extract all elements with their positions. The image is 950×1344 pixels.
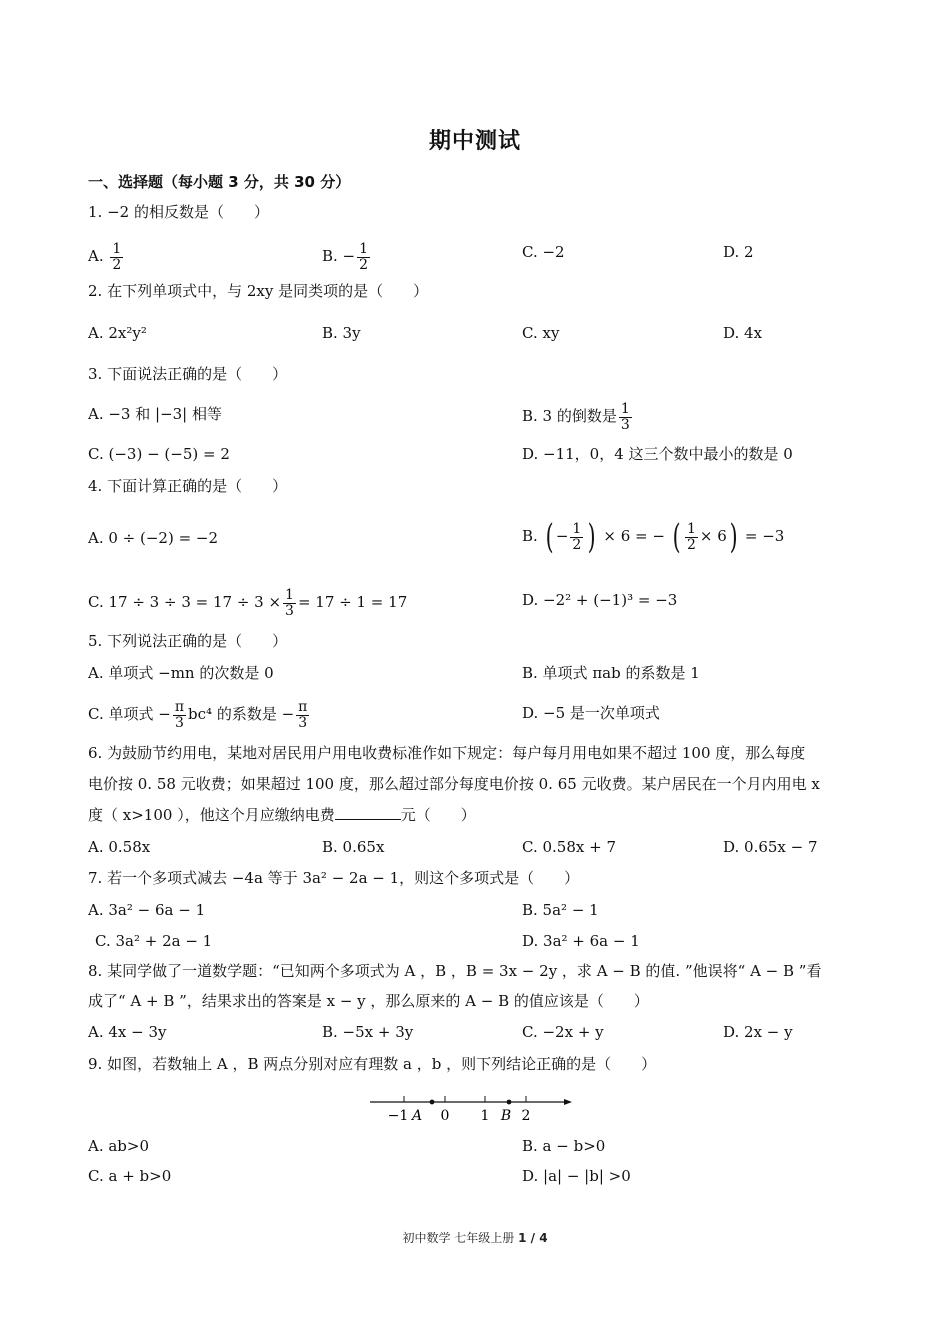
question-2-option-b: B. 3y [322,324,361,342]
question-8-line-1: 8. 某同学做了一道数学题：“已知两个多项式为 A ，B ，B = 3x − 2y ，求 A − B 的值. ”他误将“ A − B ”看 [88,962,822,980]
arrow-icon [564,1099,572,1105]
question-9-option-a: A. ab>0 [88,1137,150,1155]
page-title: 期中测试 [428,129,521,154]
page-number: 1 / 4 [518,1231,548,1245]
question-6-line-2: 电价按 0. 58 元收费；如果超过 100 度，那么超过部分每度电价按 0. 65 元收费。某户居民在一个月内用电 x [88,775,820,793]
question-5-option-a: A. 单项式 −mn 的次数是 0 [88,664,274,682]
question-8-option-d: D. 2x − y [723,1023,793,1041]
question-9-stem: 9. 如图，若数轴上 A ，B 两点分别对应有理数 a ，b ，则下列结论正确的是（ ） [88,1055,657,1073]
question-4-option-c: C. 17 ÷ 3 ÷ 3 = 17 ÷ 3 × $\frac{1}{3}$ = 17 ÷ 1 = 17 [88,587,408,619]
question-3-option-b: B. 3 的倒数是 $\frac{1}{3}$ [522,401,630,433]
question-6-line-3: 度（ x>100 ），他这个月应缴纳电费 元（ ） [88,806,476,824]
question-1-option-d: D. 2 [723,243,754,261]
question-9-option-b: B. a − b>0 [522,1137,606,1155]
question-4-option-d: D. −2² + (−1)³ = −3 [522,591,678,609]
question-8-line-2: 成了“ A + B ”，结果求出的答案是 x − y ，那么原来的 A − B 的值应该是（ ） [88,992,649,1010]
question-9-option-d: D. |a| − |b| >0 [522,1167,631,1185]
question-4-option-a: A. 0 ÷ (−2) = −2 [88,529,219,547]
question-1-option-b: B. − $\frac{1}{2}$ [322,241,369,273]
question-7-option-b: B. 5a² − 1 [522,901,599,919]
question-7-stem: 7. 若一个多项式减去 −4a 等于 3a² − 2a − 1，则这个多项式是（ ） [88,869,580,887]
question-3-stem: 3. 下面说法正确的是（ ） [88,365,288,383]
question-6-option-a: A. 0.58x [88,838,151,856]
question-4-stem: 4. 下面计算正确的是（ ） [88,477,288,495]
question-5-option-c: C. 单项式 − $\frac{\pi}{3}$ bc⁴ 的系数是 − $\frac{\pi}{3}$ [88,699,308,731]
question-2-option-c: C. xy [522,324,560,342]
label-1: 1 [480,1108,490,1124]
question-8-option-a: A. 4x − 3y [88,1023,167,1041]
number-line-figure [368,1092,572,1124]
label-minus-1: −1 [387,1108,409,1124]
point-b [507,1100,512,1105]
question-4-option-b: B. ( − $\frac{1}{2}$ ) × 6 = − ( $\frac{1}{2}$ × 6) = −3 [522,517,785,557]
question-6-option-d: D. 0.65x − 7 [723,838,818,856]
question-2-option-d: D. 4x [723,324,763,342]
page-footer [0,1229,950,1246]
question-8-option-c: C. −2x + y [522,1023,604,1041]
question-7-option-d: D. 3a² + 6a − 1 [522,932,640,950]
question-7-option-a: A. 3a² − 6a − 1 [88,901,206,919]
section-heading: 一、选择题（每小题 3 分，共 30 分） [88,173,351,191]
question-2-stem: 2. 在下列单项式中，与 2xy 是同类项的是（ ） [88,282,429,300]
question-1-option-c: C. −2 [522,243,565,261]
answer-blank [335,805,401,820]
question-9-option-c: C. a + b>0 [88,1167,172,1185]
question-3-option-a: A. −3 和 |−3| 相等 [88,405,223,423]
question-3-option-d: D. −11，0，4 这三个数中最小的数是 0 [522,445,793,463]
question-7-option-c: C. 3a² + 2a − 1 [95,932,213,950]
question-6-line-1: 6. 为鼓励节约用电，某地对居民用户用电收费标准作如下规定：每户每月用电如果不超过 100 度，那么每度 [88,744,806,762]
footer-text: 初中数学 七年级上册 [402,1231,515,1245]
question-3-option-c: C. (−3) − (−5) = 2 [88,445,230,463]
question-1-option-a: A. $\frac{1}{2}$ [88,241,122,273]
question-5-option-b: B. 单项式 πab 的系数是 1 [522,664,700,682]
label-a: A [411,1108,423,1124]
question-5-stem: 5. 下列说法正确的是（ ） [88,632,288,650]
question-6-option-b: B. 0.65x [322,838,385,856]
point-a [430,1100,435,1105]
question-2-option-a: A. 2x²y² [88,324,147,342]
label-b: B [500,1108,512,1124]
label-2: 2 [521,1108,531,1124]
question-5-option-d: D. −5 是一次单项式 [522,704,660,722]
question-8-option-b: B. −5x + 3y [322,1023,414,1041]
question-6-option-c: C. 0.58x + 7 [522,838,616,856]
label-0: 0 [440,1108,450,1124]
question-1-stem: 1. −2 的相反数是（ ） [88,203,269,221]
